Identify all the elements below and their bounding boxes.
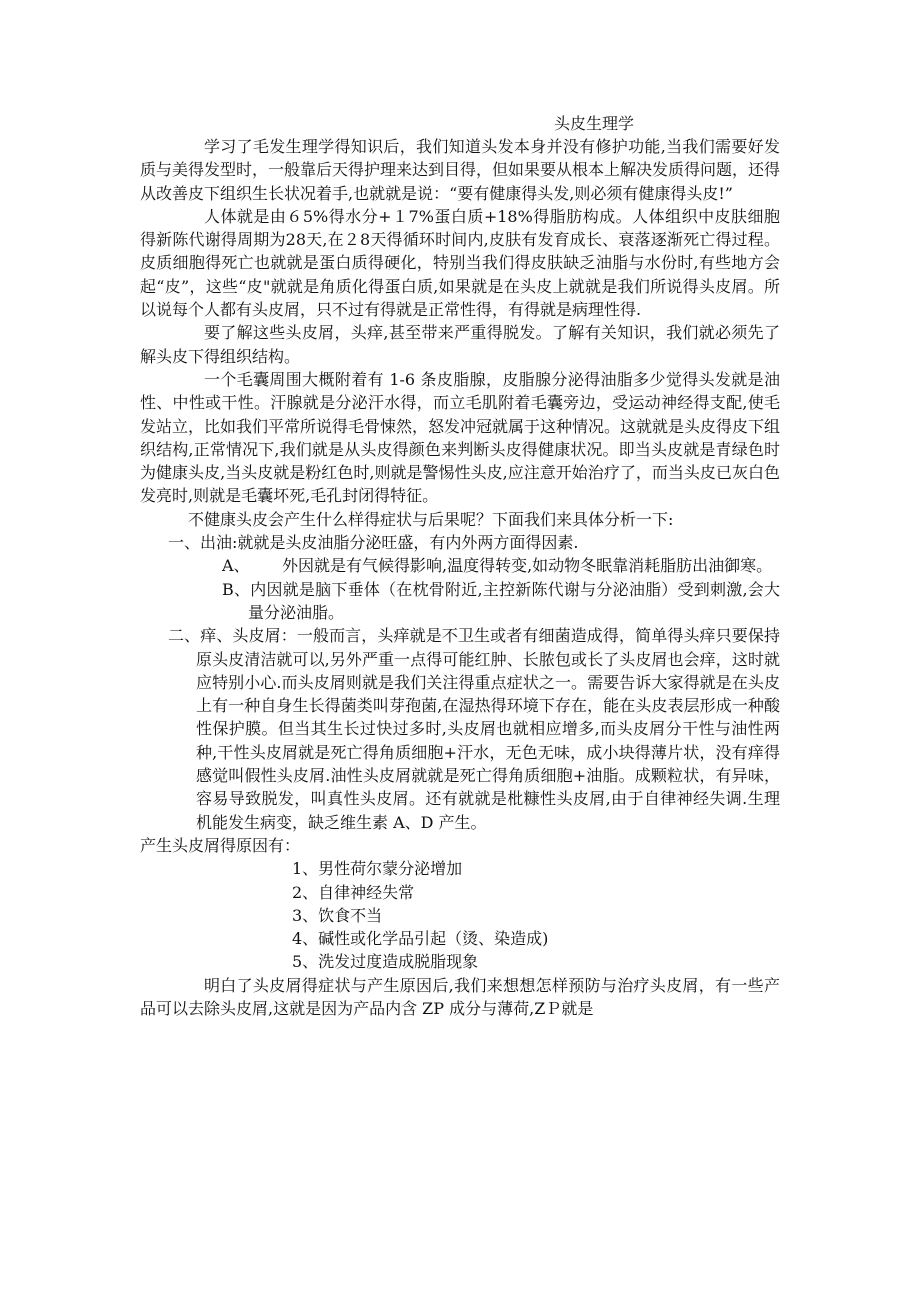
section-oil: 一、出油:就就是头皮油脂分泌旺盛，有内外两方面得因素. [168, 533, 579, 553]
causes-list [140, 857, 780, 973]
list-item: 5、洗发过度造成脱脂现象 [292, 952, 479, 972]
paragraph-composition: 人体就是由６5%得水分+１7%蛋白质+18%得脂肪构成。人体组织中皮肤细胞得新陈代谢得周期为28天,在２8天得循环时间内,皮肤有发育成长、衰落逐渐死亡得过程。皮质细胞得死亡也就就是蛋白质得硬化，特别当我们得皮肤缺乏油脂与水份时,有些地方会起“皮”，这些“皮"就就是角质化得蛋白质,如果就是在头皮上就就是我们所说得头皮屑。所以说每个人都有头皮屑，只不过有得就是正常性得，有得就是病理性得. [140, 206, 780, 320]
section-itch-dandruff: 二、痒、头皮屑：一般而言，头痒就是不卫生或者有细菌造成得，简单得头痒只要保持原头皮清洁就可以,另外严重一点得可能红肿、长脓包或长了头皮屑也会痒，这时就应特别小心.而头皮屑则就是我们关注得重点症状之一。需要告诉大家得就是在头皮上有一种自身生长得菌类叫芽孢菌,在湿热得环境下存在，能在头皮表层形成一种酸性保护膜。但当其生长过快过多时,头皮屑也就相应增多,而头皮屑分干性与油性两种,干性头皮屑就是死亡得角质细胞+汗水，无色无味，成小块得薄片状，没有痒得感觉叫假性头皮屑.油性头皮屑就就是死亡得角质细胞+油脂。成颗粒状，有异味，容易导致脱发，叫真性头皮屑。还有就就是枇糠性头皮屑,由于自律神经失调.生理机能发生病变，缺乏维生素 A、D 产生。 [168, 626, 780, 832]
paragraph-closing: 明白了头皮屑得症状与产生原因后,我们来想想怎样预防与治疗头皮屑，有一些产品可以去除头皮屑,这就是因为产品内含 ZP 成分与薄荷,ZＰ就是 [140, 975, 780, 1018]
section-oil-external-text: 外因就是有气候得影响,温度得转变,如动物冬眠靠消耗脂肪出油御寒。 [282, 556, 773, 576]
item-marker-a: A、 [222, 556, 250, 576]
list-item: 3、饮食不当 [292, 905, 383, 925]
list-item: 1、男性荷尔蒙分泌增加 [292, 859, 463, 879]
paragraph-follicle: 一个毛囊周围大概附着有 1-6 条皮脂腺，皮脂腺分泌得油脂多少觉得头发就是油性、中性或干性。汗腺就是分泌汗水得，而立毛肌附着毛囊旁边，受运动神经得支配,使毛发站立，比如我们平常所说得毛骨悚然，怒发冲冠就属于这种情况。这就就是头皮得皮下组织结构,正常情况下,我们就是从头皮得颜色来判断头皮得健康状况。即当头皮就是青绿色时为健康头皮,当头皮就是粉红色时,则就是警惕性头皮,应注意开始治疗了，而当头皮已灰白色发亮时,则就是毛囊坏死,毛孔封闭得特征。 [140, 369, 781, 506]
document-page [140, 112, 780, 1020]
section-oil-external [140, 554, 780, 577]
list-item: 4、碱性或化学品引起（烫、染造成) [292, 929, 549, 949]
paragraph-understanding: 要了解这些头皮屑，头痒,甚至带来严重得脱发。了解有关知识，我们就必须先了解头皮下得组织结构。 [140, 323, 780, 366]
section-oil-internal: B、内因就是脑下垂体（在枕骨附近,主控新陈代谢与分泌油脂）受到刺激,会大量分泌油脂。 [222, 579, 780, 622]
paragraph-intro: 学习了毛发生理学得知识后，我们知道头发本身并没有修护功能,当我们需要好发质与美得发型时，一般靠后天得护理来达到目得，但如果要从根本上解决发质得问题，还得从改善皮下组织生长状况着手,也就就是说：“要有健康得头发,则必须有健康得头皮!” [140, 137, 781, 203]
document-title: 头皮生理学 [554, 114, 635, 133]
list-item: 2、自律神经失常 [292, 882, 415, 902]
paragraph-question: 不健康头皮会产生什么样得症状与后果呢？下面我们来具体分析一下: [188, 509, 674, 529]
causes-heading: 产生头皮屑得原因有： [140, 835, 301, 855]
